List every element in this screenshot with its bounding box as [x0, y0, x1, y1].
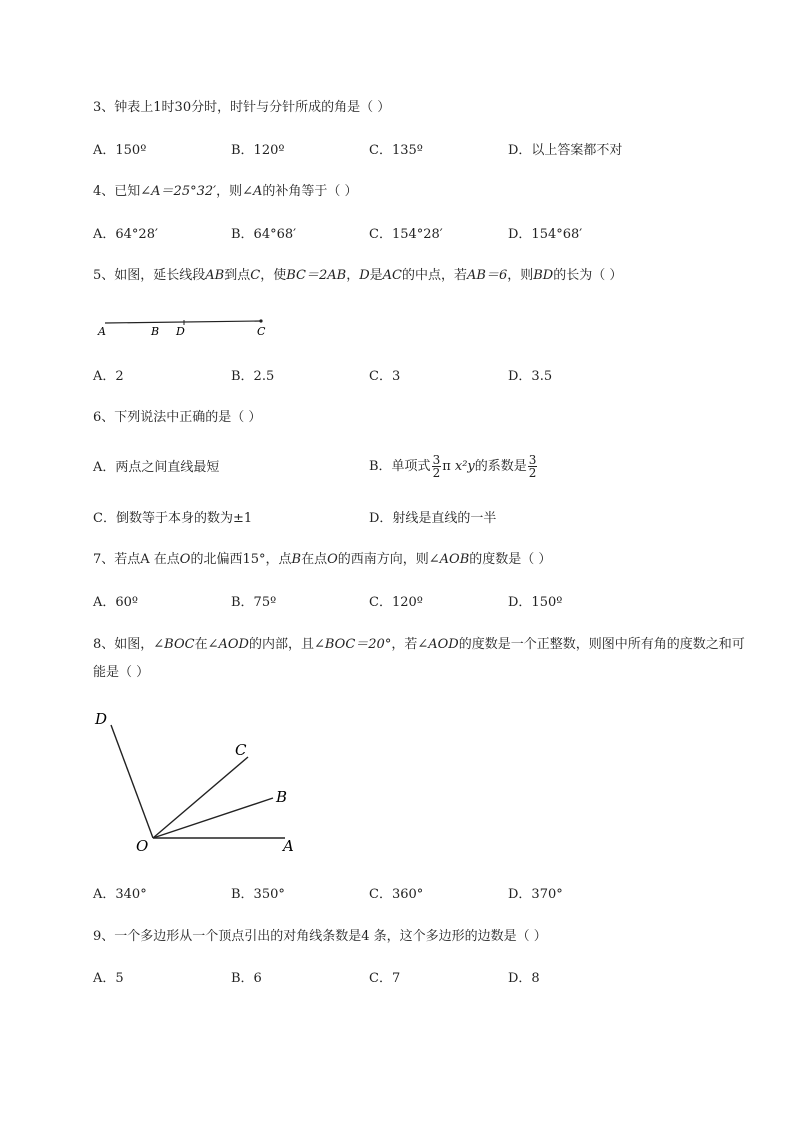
- q5-option-b[interactable]: B．2.5: [231, 369, 275, 384]
- q4-option-b[interactable]: B．64°68′: [231, 227, 297, 242]
- q5-label-a: A: [98, 325, 106, 338]
- q5-mid: 的中点，若: [402, 268, 468, 283]
- q6-fraction-1: [432, 454, 442, 479]
- q5-label-b: B: [151, 325, 160, 338]
- q7-pt-o2: O: [327, 552, 338, 567]
- q6-option-a[interactable]: A．两点之间直线最短: [93, 460, 220, 475]
- q8-prefix: 8、如图，: [93, 637, 154, 652]
- q5-pt-c: C: [250, 268, 261, 283]
- q7-pt-o: O: [179, 552, 191, 567]
- question-7-stem: [93, 551, 551, 569]
- q8-angle-figure: [90, 705, 310, 860]
- q6-monomial: x²y: [454, 459, 475, 474]
- q4-option-a[interactable]: A．64°28′: [93, 227, 158, 242]
- q8-label-a: A: [283, 837, 294, 855]
- question-9-stem: 9、一个多边形从一个顶点引出的对角线条数是4 条，这个多边形的边数是（ ）: [93, 929, 547, 944]
- q7-dir2: 的西南方向，则: [337, 552, 429, 567]
- q5-comma2: ，: [346, 268, 360, 283]
- q9-option-c[interactable]: C．7: [369, 971, 401, 986]
- q5-expr-ab: AB＝6: [467, 268, 508, 283]
- q5-label-c: C: [257, 325, 266, 338]
- q4-expr: ∠A＝25°32′: [140, 184, 217, 199]
- q6-frac1-num: 3: [432, 453, 441, 467]
- q7-prefix: 7、若点A 在点: [93, 552, 180, 567]
- q8-angle-aod2: ∠AOD: [417, 637, 459, 652]
- q5-suffix: 的长为（ ）: [553, 268, 623, 283]
- question-5-stem: [93, 267, 622, 285]
- q8-suffix: 的度数是一个正整数，则图中所有角的度数之和可能是（ ）: [93, 637, 745, 680]
- q8-option-a[interactable]: A．340°: [93, 887, 147, 902]
- q8-label-d: D: [95, 710, 108, 728]
- q5-prefix: 5、如图，延长线段: [93, 268, 206, 283]
- q5-segment-line: [105, 321, 261, 323]
- q4-suffix: 的补角等于（ ）: [262, 184, 358, 199]
- question-8-stem: [93, 631, 753, 687]
- q3-option-b[interactable]: B．120º: [231, 143, 285, 158]
- q5-comma: ，使: [260, 268, 287, 283]
- q8-ray-od: [111, 725, 153, 838]
- q5-expr-bc: BC＝2AB: [286, 268, 347, 283]
- q5-to: 到点: [224, 268, 251, 283]
- q8-angle-aod: ∠AOD: [207, 637, 249, 652]
- q7-option-d[interactable]: D．150º: [508, 595, 563, 610]
- q5-option-a[interactable]: A．2: [93, 369, 124, 384]
- q5-option-d[interactable]: D．3.5: [508, 369, 553, 384]
- q5-pt-d: D: [359, 268, 370, 283]
- question-6-stem: 6、下列说法中正确的是（ ）: [93, 410, 262, 425]
- q6-frac2-den: 2: [528, 466, 537, 480]
- q8-option-d[interactable]: D．370°: [508, 887, 563, 902]
- q8-option-c[interactable]: C．360°: [369, 887, 424, 902]
- q7-in: 在点: [301, 552, 328, 567]
- q5-option-c[interactable]: C．3: [369, 369, 401, 384]
- q6-fraction-2: [528, 454, 538, 479]
- q8-ray-ob: [153, 798, 273, 838]
- q7-option-c[interactable]: C．120º: [369, 595, 423, 610]
- q5-then: ，则: [507, 268, 534, 283]
- q9-option-d[interactable]: D．8: [508, 971, 540, 986]
- q8-option-b[interactable]: B．350°: [231, 887, 285, 902]
- q9-option-b[interactable]: B．6: [231, 971, 262, 986]
- q5-seg-ab: AB: [205, 268, 225, 283]
- q8-in: 在: [194, 637, 208, 652]
- q7-angle: ∠AOB: [428, 552, 470, 567]
- q8-if: ，若: [391, 637, 418, 652]
- q5-seg-bd: BD: [533, 268, 554, 283]
- q7-pt-b: B: [291, 552, 302, 567]
- q8-label-b: B: [276, 788, 288, 806]
- q5-is: 是: [369, 268, 383, 283]
- q3-option-d[interactable]: D．以上答案都不对: [508, 143, 623, 158]
- q8-inside: 的内部，且: [248, 637, 314, 652]
- q6-b-mid: 的系数是: [474, 459, 527, 474]
- q4-option-c[interactable]: C．154°28′: [369, 227, 443, 242]
- q7-dir1: 的北偏西15°，点: [190, 552, 292, 567]
- question-4-stem: [93, 183, 358, 201]
- q4-angle: ∠A: [242, 184, 263, 199]
- q3-option-c[interactable]: C．135º: [369, 143, 423, 158]
- q5-label-d: D: [176, 325, 185, 338]
- q6-pi: π: [442, 459, 451, 474]
- q6-option-c[interactable]: C．倒数等于本身的数为±1: [93, 511, 253, 526]
- q4-mid: ，则: [216, 184, 243, 199]
- q8-expr: ∠BOC＝20°: [313, 637, 392, 652]
- q7-suffix: 的度数是（ ）: [469, 552, 552, 567]
- q6-option-b[interactable]: [369, 452, 538, 482]
- q7-option-b[interactable]: B．75º: [231, 595, 277, 610]
- q8-label-c: C: [235, 741, 247, 759]
- q8-label-o: O: [136, 837, 149, 855]
- q4-option-d[interactable]: D．154°68′: [508, 227, 583, 242]
- q8-angle-boc: ∠BOC: [153, 637, 195, 652]
- q6-b-prefix: B．单项式: [369, 459, 431, 474]
- q9-option-a[interactable]: A．5: [93, 971, 124, 986]
- q4-prefix: 4、已知: [93, 184, 141, 199]
- q6-frac1-den: 2: [432, 466, 441, 480]
- q6-frac2-num: 3: [528, 453, 537, 467]
- q7-option-a[interactable]: A．60º: [93, 595, 139, 610]
- q6-option-d[interactable]: D．射线是直线的一半: [369, 511, 497, 526]
- q3-option-a[interactable]: A．150º: [93, 143, 147, 158]
- question-3-stem: 3、钟表上1时30分时，时针与分针所成的角是（ ）: [93, 100, 391, 115]
- q8-ray-oc: [153, 757, 248, 838]
- q5-point-c-dot: [259, 319, 262, 322]
- q5-seg-ac: AC: [382, 268, 402, 283]
- q5-line-segment-figure: [95, 312, 275, 342]
